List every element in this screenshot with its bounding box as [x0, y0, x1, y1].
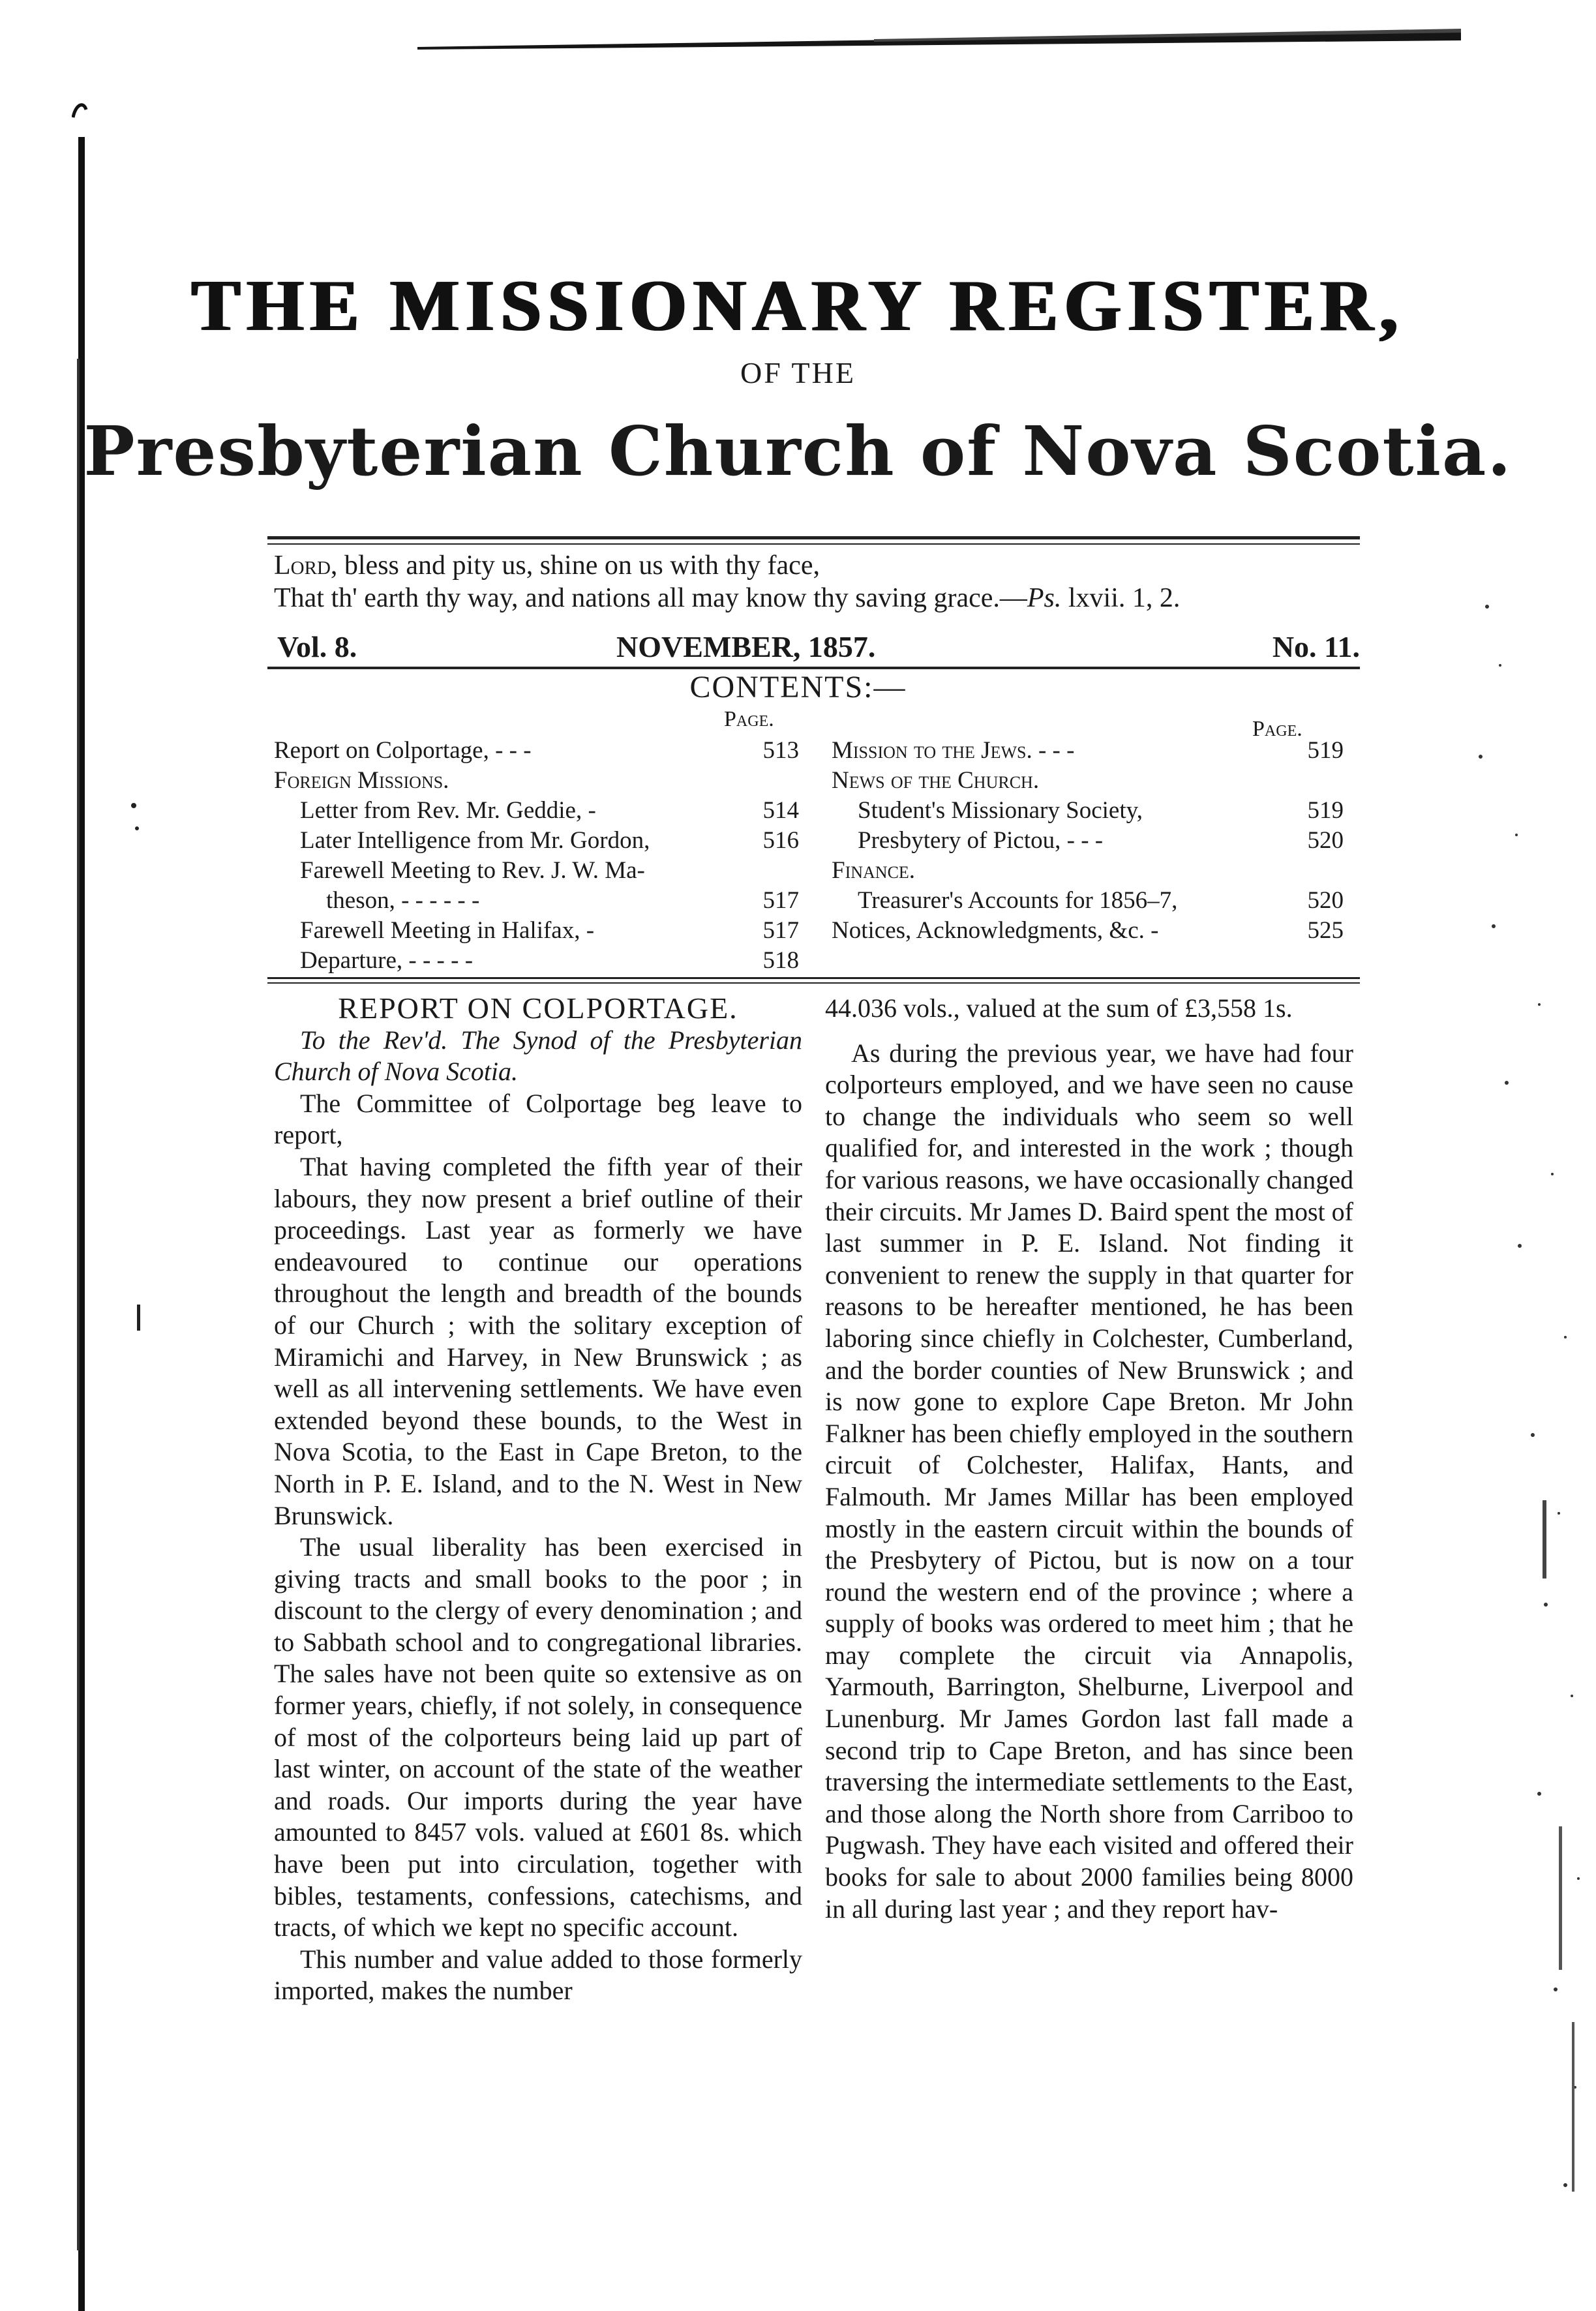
article-paragraph: This number and value added to those formerly imported, makes the number — [274, 1944, 802, 2006]
contents-entry-title: Finance. — [832, 857, 916, 884]
contents-entry — [274, 766, 799, 796]
rule-top-thick — [267, 536, 1360, 539]
contents-entry — [326, 886, 799, 916]
motto-line-2 — [274, 582, 1357, 614]
motto-line1-rest: , bless and pity us, shine on us with thy face, — [330, 551, 820, 581]
contents-left-column — [274, 736, 799, 984]
contents-entry-page: 519 — [1307, 737, 1344, 764]
motto-ref-rest: lxvii. 1, 2. — [1061, 583, 1181, 613]
scan-streak-top — [417, 27, 1461, 53]
contents-entry — [858, 796, 1344, 826]
contents-entry-title: Mission to the Jews. - - - — [832, 737, 1075, 764]
motto-lord: Lord — [274, 551, 331, 581]
contents-right-column — [832, 736, 1344, 984]
contents-page-label-right: Page. — [1252, 717, 1302, 741]
motto-line2: That th' earth thy way, and nations all may know thy saving grace.— — [274, 583, 1027, 613]
contents-entry-page: 513 — [762, 737, 799, 764]
contents-entry-title: Farewell Meeting in Halifax, - — [300, 917, 595, 944]
contents-entry-title: Departure, - - - - - — [300, 947, 474, 974]
masthead-church: Presbyterian Church of Nova Scotia. — [83, 411, 1513, 491]
contents-entry-title: News of the Church. — [832, 767, 1040, 794]
contents-entry-title: Foreign Missions. — [274, 767, 449, 794]
article-left-column — [274, 993, 802, 2007]
contents-entry — [858, 826, 1344, 856]
article-title: REPORT ON COLPORTAGE. — [338, 991, 738, 1025]
article-paragraph: The usual liberality has been exercised in giving tracts and small books to the poor ; in discount to the clergy of every denomination ; and to Sabbath school and to congregational libraries. The sales have not been quite so extensive as on former years, chiefly, if not solely, in consequence of most of the colporteurs being laid up part of last winter, on account of the state of the weather and roads. Our imports during the year have amounted to 8457 vols. valued at £601 8s. which have been put into circulation, together with bibles, testaments, confessions, catechisms, and tracts, of which we kept no specific account. — [274, 1532, 802, 1942]
rule-contents-2 — [267, 982, 1360, 984]
motto-line-1 — [274, 549, 1357, 582]
contents-entry-page: 514 — [762, 797, 799, 824]
contents-entry — [300, 856, 799, 886]
contents-entry-page: 517 — [762, 917, 799, 944]
contents-entry-page: 516 — [762, 827, 799, 854]
contents-page-label-left: Page. — [724, 707, 774, 731]
contents-entry-page: 525 — [1307, 917, 1344, 944]
contents-entry-page: 520 — [1307, 827, 1344, 854]
article-right-column — [825, 993, 1353, 1925]
contents-entry-page: 519 — [1307, 797, 1344, 824]
contents-entry-title: theson, - - - - - - — [326, 887, 480, 914]
contents-entry-title: Presbytery of Pictou, - - - — [858, 827, 1104, 854]
contents-entry — [274, 736, 799, 766]
contents-entry — [832, 736, 1344, 766]
contents-entry-page: 518 — [762, 947, 799, 974]
contents-entry — [832, 916, 1344, 946]
contents-entry-title: Letter from Rev. Mr. Geddie, - — [300, 797, 596, 824]
issue-row — [277, 629, 1360, 667]
masthead-of-the: OF THE — [740, 356, 856, 389]
contents-entry-title: Treasurer's Accounts for 1856–7, — [858, 887, 1178, 914]
issue-volume: Vol. 8. — [277, 630, 357, 663]
masthead-title: THE MISSIONARY REGISTER, — [191, 265, 1405, 346]
scan-speckle-right — [1461, 587, 1596, 2283]
article-paragraph: As during the previous year, we have had four colporteurs employed, and we have seen no cause to change the individuals who seem so well qualified for, and interested in the work ; though for various reasons, we have occasionally changed their circuits. Mr James D. Baird spent the most of last summer in P. E. Island. Not finding it convenient to renew the supply in that quarter for reasons to be hereafter mentioned, he has been laboring since chiefly in Colchester, Cumberland, and the border counties of New Brunswick ; and is now gone to explore Cape Breton. Mr John Falkner has been chiefly employed in the southern circuit of Colchester, Halifax, Hants, and Falmouth. Mr James Millar has been employed mostly in the eastern circuit within the bounds of the Presbytery of Pictou, but is now on a tour round the western end of the province ; where a supply of books was ordered to meet him ; that he may complete the circuit via Annapolis, Yarmouth, Barrington, Shelburne, Liverpool and Lunenburg. Mr James Gordon last fall made a second trip to Cape Breton, and has since been traversing the intermediate settlements to the East, and those along the North shore from Carriboo to Pugwash. They have each visited and offered their books for sale to about 2000 families being 8000 in all during last year ; and they report hav- — [825, 1038, 1353, 1924]
rule-contents-1 — [267, 977, 1360, 979]
issue-number: No. 11. — [1272, 630, 1360, 663]
contents-entry-title: Notices, Acknowledgments, &c. - — [832, 917, 1159, 944]
contents-entry — [300, 916, 799, 946]
contents-entry — [300, 946, 799, 976]
article-address: To the Rev'd. The Synod of the Presbyterian Church of Nova Scotia. — [274, 1025, 802, 1087]
contents-entry — [300, 796, 799, 826]
contents-entry-page: 520 — [1307, 887, 1344, 914]
contents-entry — [832, 856, 1344, 886]
contents-heading: CONTENTS:— — [689, 670, 907, 704]
contents-entry-title: Farewell Meeting to Rev. J. W. Ma- — [300, 857, 645, 884]
contents-entry — [300, 826, 799, 856]
article-paragraph: That having completed the fifth year of their labours, they now present a brief outline of their proceedings. Last year as formerly we have endeavoured to continue our operations throughout the length and breadth of the bounds of our Church ; with the solitary exception of Miramichi and Harvey, in New Brunswick ; as well as all intervening settlements. We have even extended beyond these bounds, to the West in Nova Scotia, to the East in Cape Breton, to the North in P. E. Island, and to the N. West in New Brunswick. — [274, 1151, 802, 1530]
contents-entry-page: 517 — [762, 887, 799, 914]
contents-entry-title: Student's Missionary Society, — [858, 797, 1143, 824]
contents-entry — [858, 886, 1344, 916]
rule-top-thin — [267, 543, 1360, 545]
issue-date: NOVEMBER, 1857. — [616, 630, 876, 663]
contents-entry-title: Report on Colportage, - - - — [274, 737, 532, 764]
article-paragraph-continued: 44.036 vols., valued at the sum of £3,558 1s. — [825, 993, 1293, 1023]
contents-entry — [832, 766, 1344, 796]
article-paragraph: The Committee of Colportage beg leave to report, — [274, 1088, 802, 1150]
motto-ref-italic: Ps. — [1027, 583, 1062, 613]
contents-entry-title: Later Intelligence from Mr. Gordon, — [300, 827, 650, 854]
